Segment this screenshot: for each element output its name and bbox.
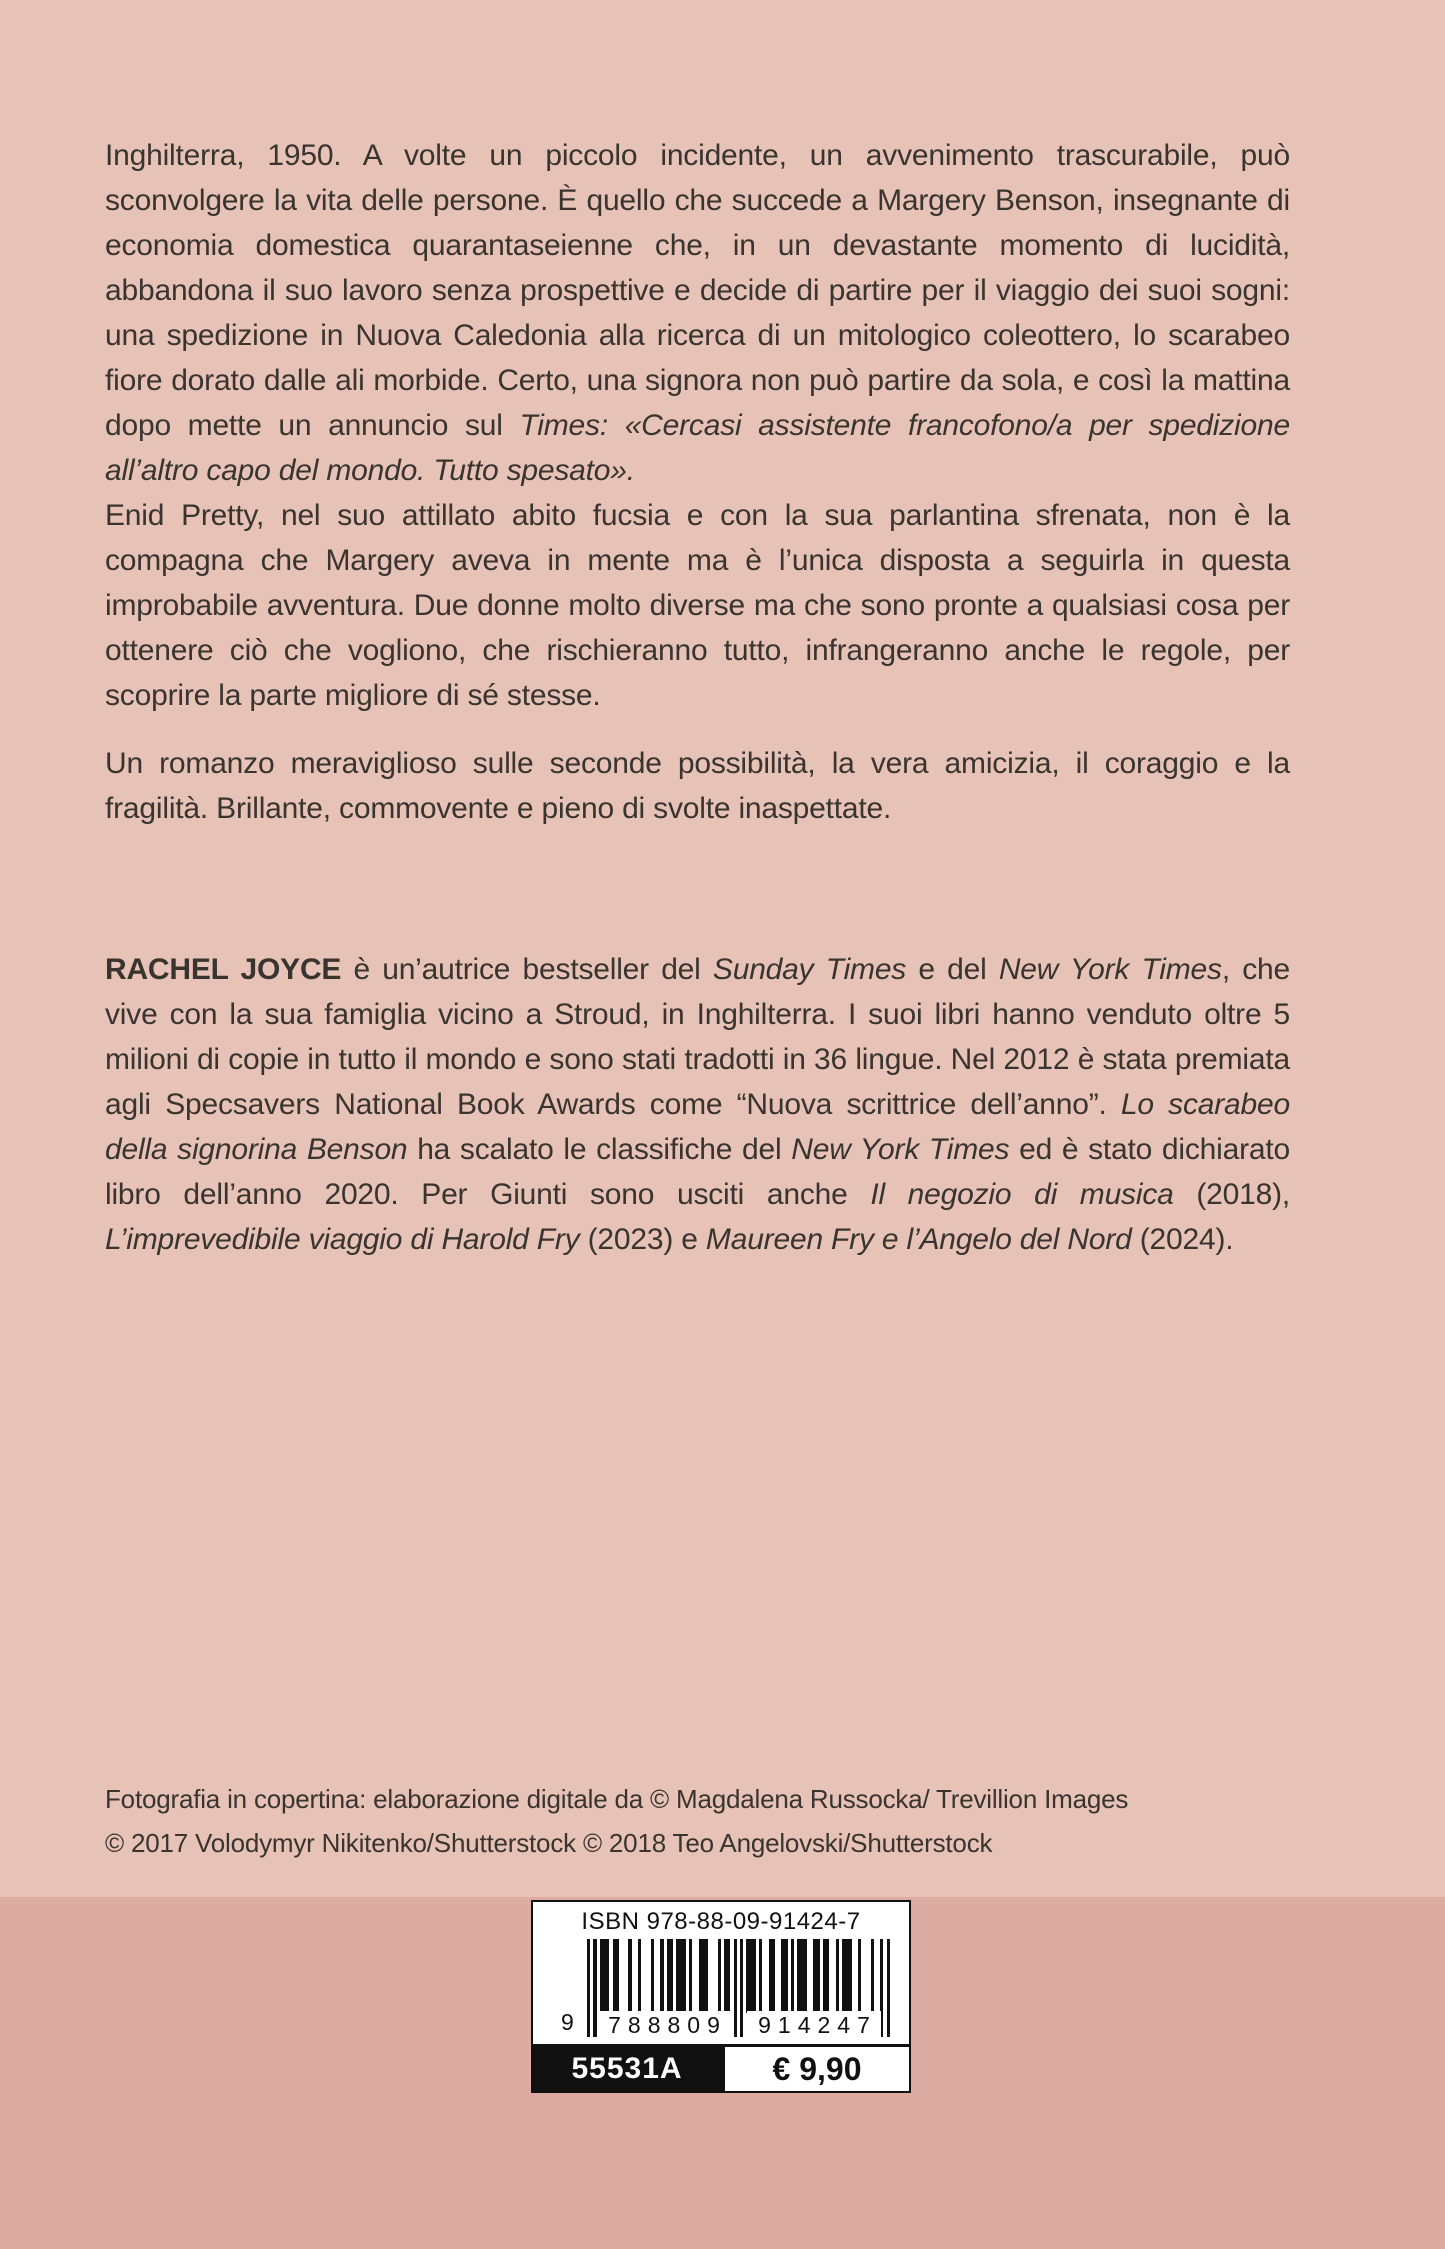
synopsis-paragraph-2: Enid Pretty, nel suo attillato abito fucsia e con la sua parlantina sfrenata, non è la compagna che Margery aveva in mente ma è l’unica disposta a seguirla in questa improbabile avventura. Due donne molto diverse ma che sono pronte a qualsiasi cosa per ottenere ciò che vogliono, che rischieranno tutto, infrangeranno anche le regole, per scoprire la parte migliore di sé stesse. xyxy=(105,499,1290,712)
barcode-box xyxy=(531,1900,911,2093)
photo-credit-line-2: © 2017 Volodymyr Nikitenko/Shutterstock © 2018 Teo Angelovski/Shutterstock xyxy=(105,1828,993,1858)
photo-credits xyxy=(105,1777,1405,1865)
barcode-left-digits: 788809 xyxy=(597,2011,731,2039)
synopsis-paragraph-3: Un romanzo meraviglioso sulle seconde possibilità, la vera amicizia, il coraggio e la fragilità. Brillante, commovente e pieno di svolte inaspettate. xyxy=(105,747,1290,825)
synopsis-paragraph-1: Inghilterra, 1950. A volte un piccolo incidente, un avvenimento trascurabile, può sconvolgere la vita delle persone. È quello che succede a Margery Benson, insegnante di economia domestica quarantaseienne che, in un devastante momento di lucidità, abbandona il suo lavoro senza prospettive e decide di partire per il viaggio dei suoi sogni: una spedizione in Nuova Caledonia alla ricerca di un mitologico coleottero, lo scarabeo fiore dorato dalle ali morbide. Certo, una signora non può partire da sola, e così la mattina dopo mette un annuncio sul Times: «Cercasi assistente francofono/a per spedizione all’altro capo del mondo. Tutto spesato». xyxy=(105,139,1290,487)
author-bio xyxy=(105,947,1290,1262)
product-code: 55531A xyxy=(533,2047,721,2091)
barcode-right-digits: 914247 xyxy=(747,2011,881,2039)
isbn-label: ISBN 978-88-09-91424-7 xyxy=(581,1908,861,1935)
price: € 9,90 xyxy=(721,2047,909,2091)
author-bio-paragraph: RACHEL JOYCE è un’autrice bestseller del Sunday Times e del New York Times, che vive con la sua famiglia vicino a Stroud, in Inghilterra. I suoi libri hanno venduto oltre 5 milioni di copie in tutto il mondo e sono stati tradotti in 36 lingue. Nel 2012 è stata premiata agli Specsavers National Book Awards come “Nuova scrittrice dell’anno”. Lo scarabeo della signorina Benson ha scalato le classifiche del New York Times ed è stato dichiarato libro dell’anno 2020. Per Giunti sono usciti anche Il negozio di musica (2018), L’imprevedibile viaggio di Harold Fry (2023) e Maureen Fry e l’Angelo del Nord (2024). xyxy=(105,953,1291,1256)
barcode-first-digit: 9 xyxy=(561,2009,574,2035)
price-row xyxy=(533,2044,909,2091)
photo-credit-line-1: Fotografia in copertina: elaborazione digitale da © Magdalena Russocka/ Trevillion Images xyxy=(105,1784,1129,1814)
ean13-barcode xyxy=(561,1939,891,2039)
synopsis xyxy=(105,133,1290,831)
